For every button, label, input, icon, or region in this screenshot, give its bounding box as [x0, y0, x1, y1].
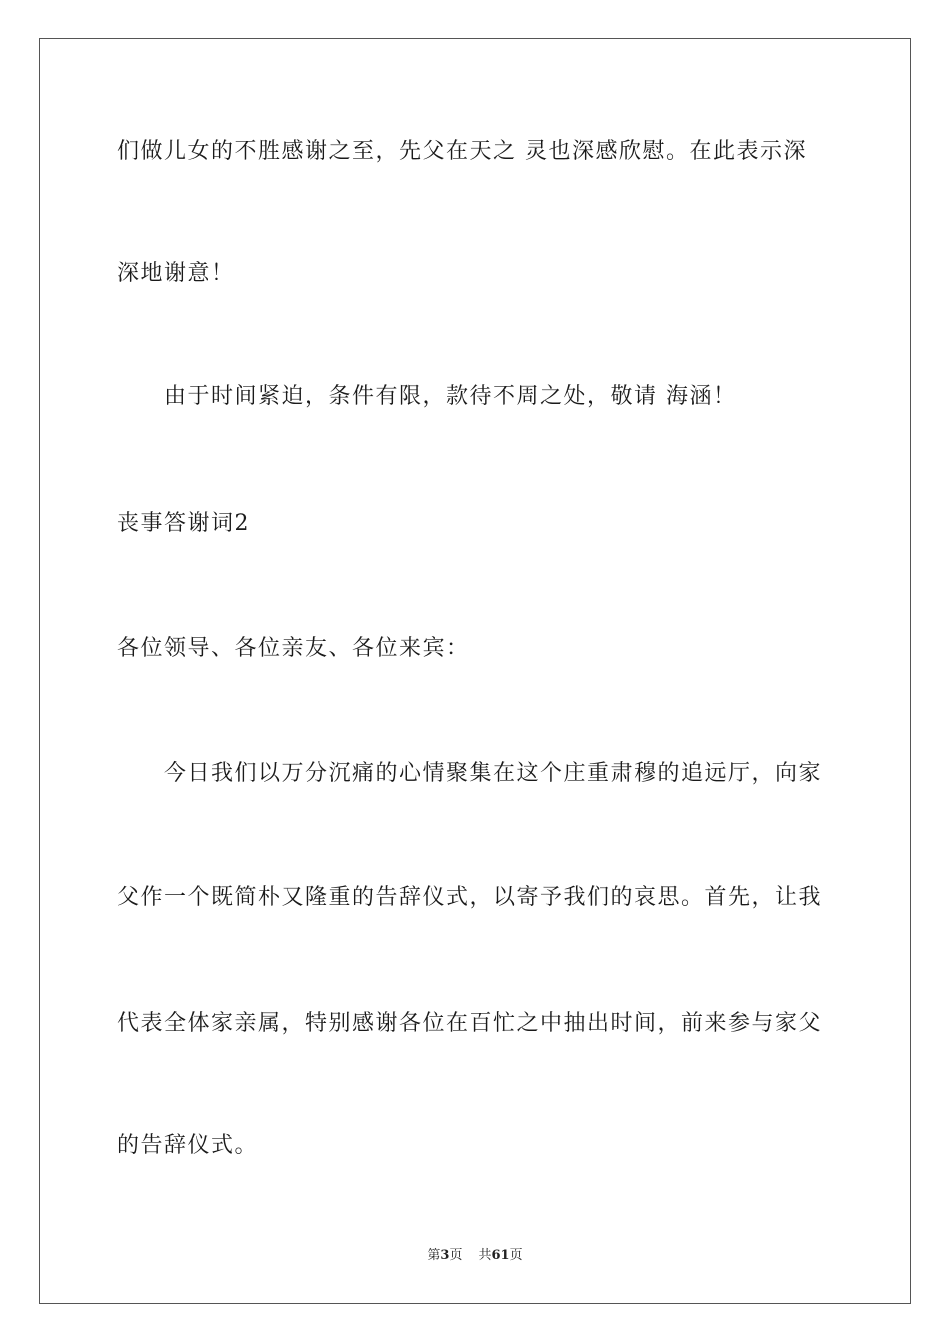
page-footer [0, 1247, 950, 1265]
paragraph-line-8: 代表全体家亲属，特别感谢各位在百忙之中抽出时间，前来参与家父 [117, 1011, 823, 1036]
footer-page-suffix: 页 [449, 1248, 463, 1263]
section-heading: 丧事答谢词2 [117, 511, 250, 536]
paragraph-line-6: 今日我们以万分沉痛的心情聚集在这个庄重肃穆的追远厅，向家 [164, 761, 823, 786]
paragraph-line-1: 们做儿女的不胜感谢之至，先父在天之 灵也深感欣慰。在此表示深 [117, 139, 807, 164]
paragraph-line-3: 由于时间紧迫，条件有限，款待不周之处，敬请 海涵！ [164, 384, 737, 409]
paragraph-line-9: 的告辞仪式。 [117, 1133, 259, 1158]
footer-total-suffix: 页 [509, 1248, 523, 1263]
footer-total-pages: 61 [491, 1248, 510, 1263]
paragraph-line-2: 深地谢意！ [117, 261, 235, 286]
footer-page-number: 3 [440, 1248, 450, 1263]
page-border [39, 38, 911, 1304]
footer-page-prefix: 第 [427, 1248, 441, 1263]
footer-total-prefix: 共 [478, 1248, 492, 1263]
salutation-line: 各位领导、各位亲友、各位来宾： [117, 636, 470, 661]
paragraph-line-7: 父作一个既简朴又隆重的告辞仪式，以寄予我们的哀思。首先，让我 [117, 885, 823, 910]
